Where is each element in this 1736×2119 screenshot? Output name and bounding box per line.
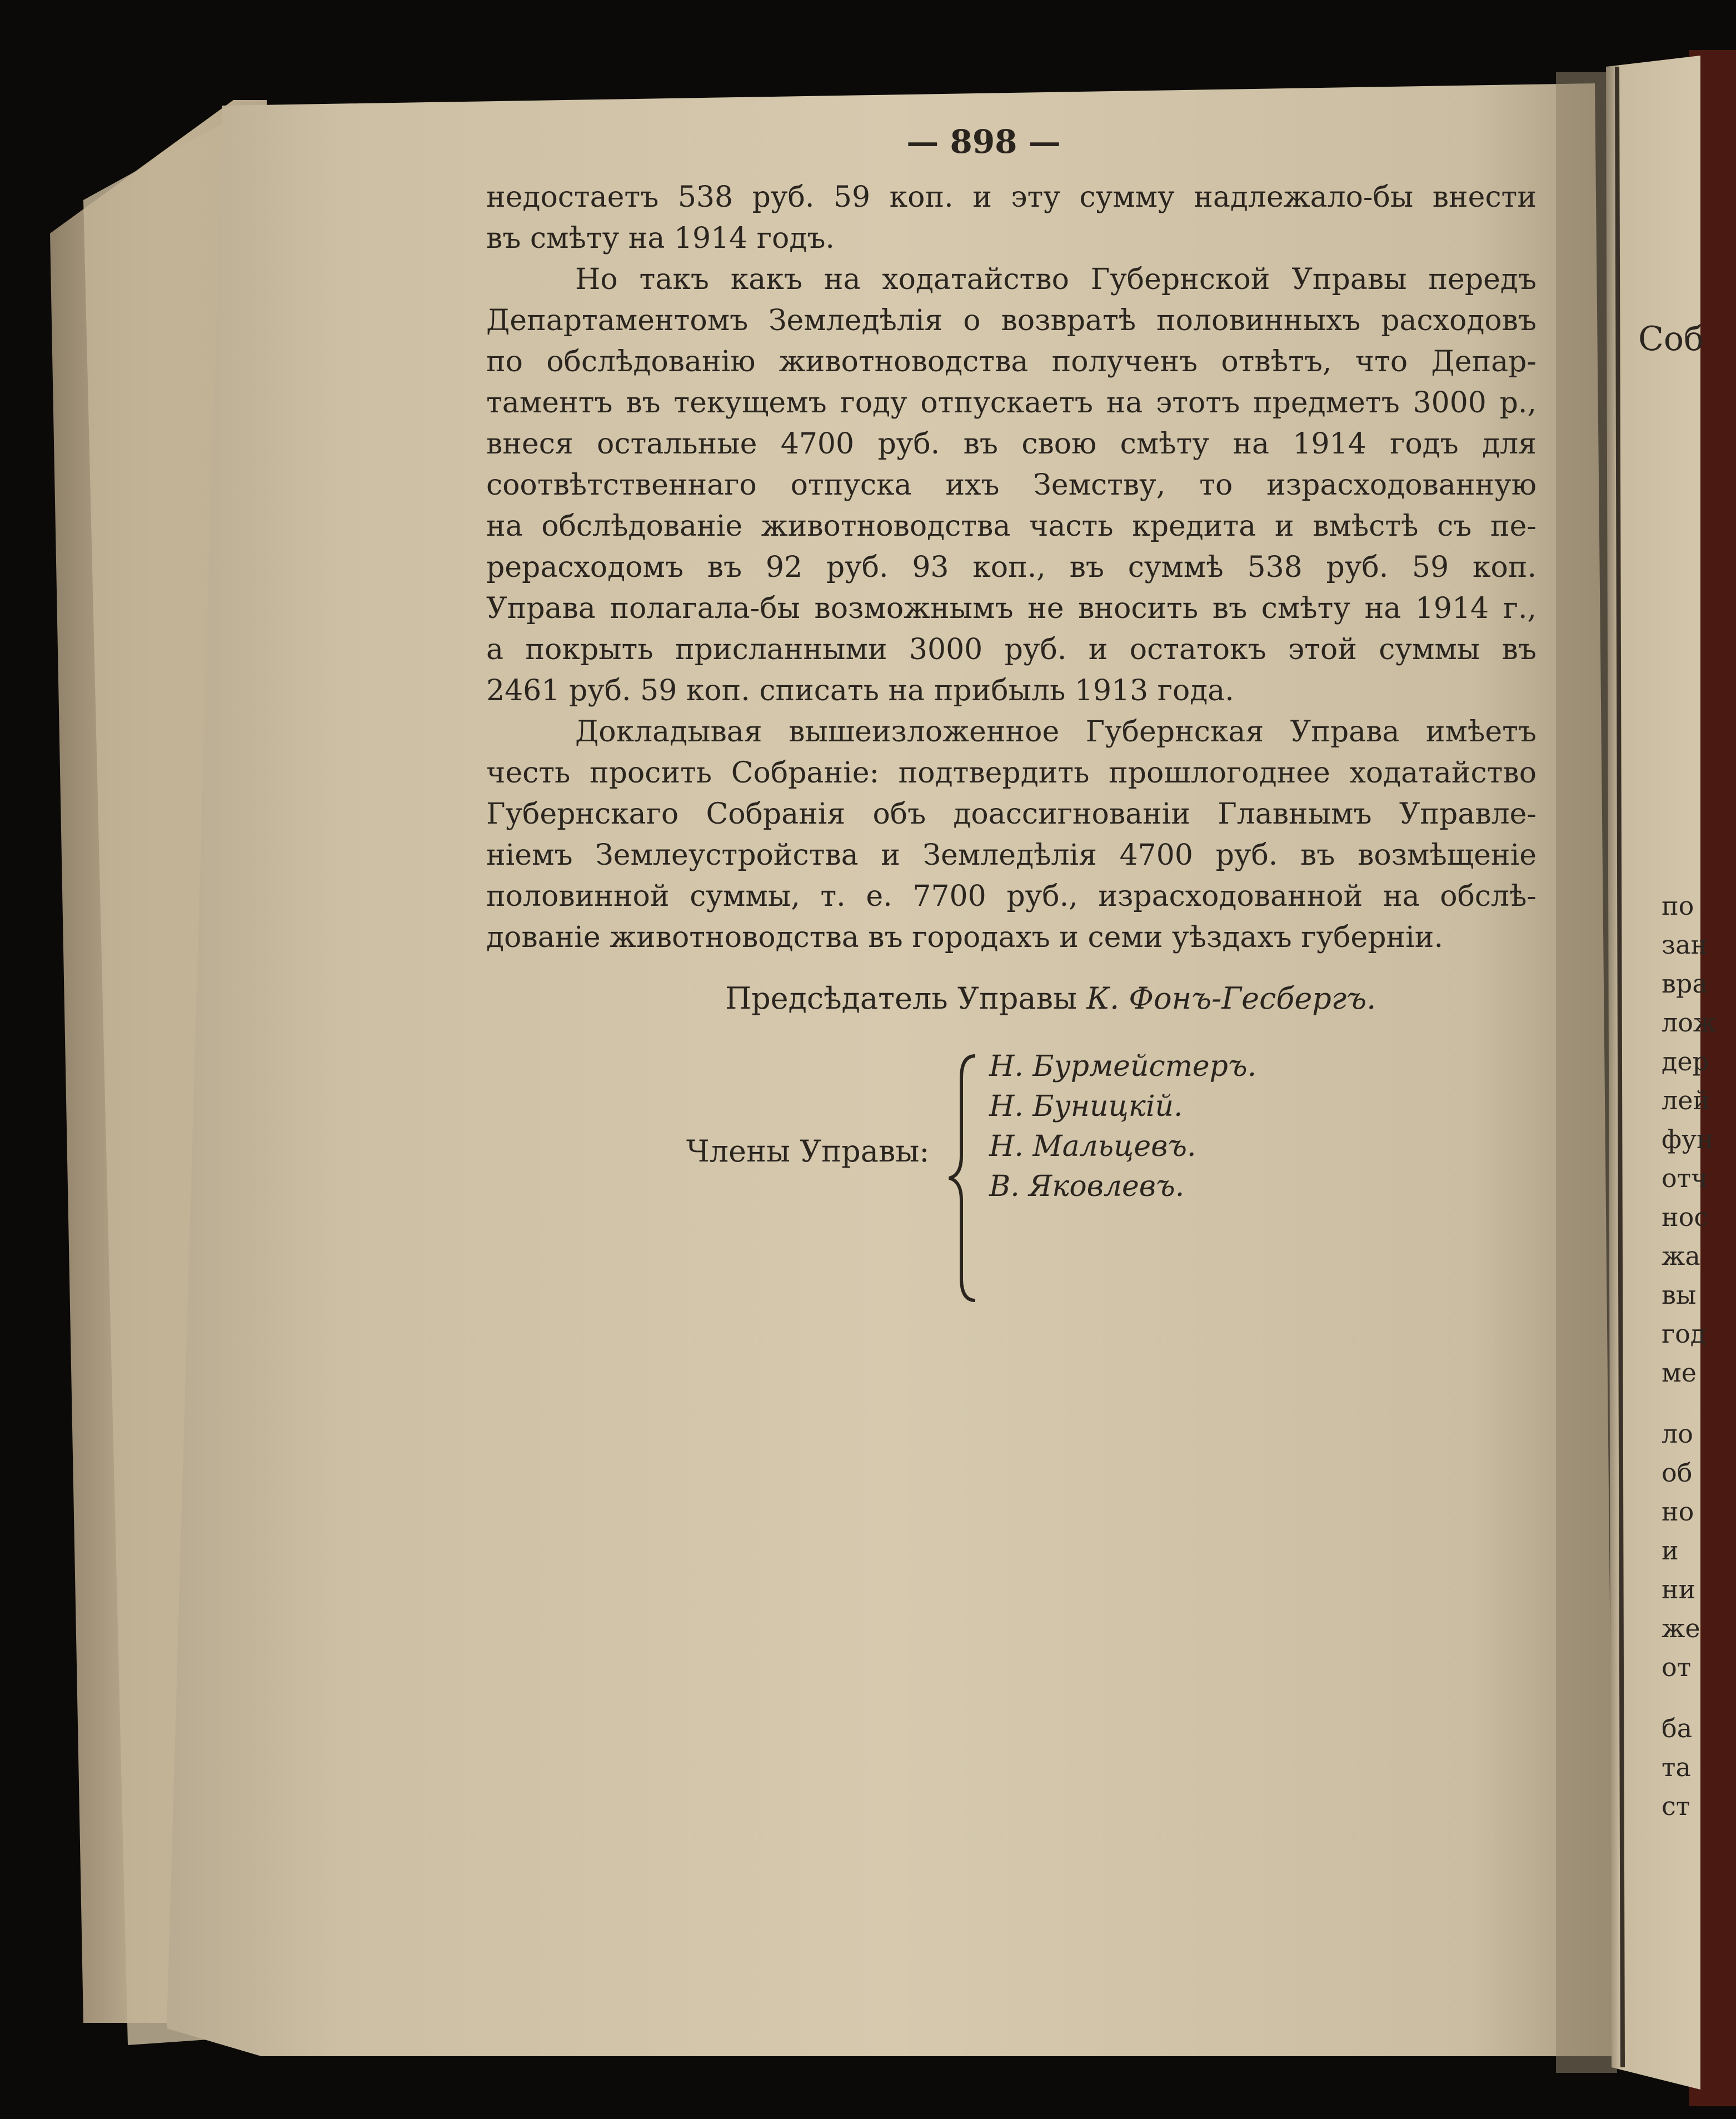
facing-page-line: вы — [1662, 1280, 1697, 1310]
facing-page-line: ба — [1662, 1713, 1693, 1743]
facing-page-line: лей — [1662, 1085, 1710, 1115]
text-line: Управа полагала-бы возможнымъ не вносить въ смѣту на 1914 г., — [486, 592, 1537, 625]
text-line: честь просить Собраніе: подтвердить прошлогоднее ходатайство — [486, 756, 1537, 790]
facing-page-line: по — [1662, 891, 1694, 921]
facing-page-line: год — [1662, 1319, 1707, 1349]
facing-page-line: и — [1662, 1535, 1679, 1565]
chairman-signature — [725, 978, 1376, 1019]
facing-page-line: ст — [1662, 1791, 1690, 1821]
member-name: Н. Бурмейстеръ. — [989, 1050, 1257, 1083]
member-name: В. Яковлевъ. — [989, 1170, 1185, 1203]
page-number: — 898 — — [906, 123, 1061, 161]
text-line: 2461 руб. 59 коп. списать на прибыль 1913 года. — [486, 674, 1234, 707]
text-line: половинной суммы, т. е. 7700 руб., израсходованной на обслѣ- — [486, 880, 1537, 913]
text-line: а покрыть присланными 3000 руб. и остатокъ этой суммы въ — [486, 633, 1537, 666]
text-line: Но такъ какъ на ходатайство Губернской Управы передъ — [575, 263, 1537, 296]
facing-page-line: нос — [1662, 1202, 1709, 1232]
members-label: Члены Управы: — [686, 1134, 930, 1169]
facing-page-line: но — [1662, 1497, 1694, 1527]
facing-page-line: ме — [1662, 1358, 1697, 1388]
member-name: Н. Мальцевъ. — [989, 1130, 1196, 1163]
facing-page-line: жа — [1662, 1241, 1700, 1271]
facing-page-line: та — [1662, 1752, 1691, 1782]
text-line: на обслѣдованіе животноводства часть кредита и вмѣстѣ съ пе- — [486, 510, 1537, 543]
facing-page-heading: Соб — [1638, 320, 1704, 358]
chairman-name: К. Фонъ-Гесбергъ. — [1086, 981, 1376, 1016]
text-line: по обслѣдованію животноводства полученъ отвѣтъ, что Депар- — [486, 345, 1537, 378]
facing-page-line: же — [1662, 1613, 1700, 1643]
text-line: соотвѣтственнаго отпуска ихъ Земству, то израсходованную — [486, 468, 1537, 502]
member-name: Н. Буницкій. — [989, 1090, 1183, 1123]
text-line: рерасходомъ въ 92 руб. 93 коп., въ суммѣ 538 руб. 59 коп. — [486, 551, 1537, 584]
facing-page-line: ло — [1662, 1419, 1693, 1449]
facing-page-line: зан — [1662, 930, 1708, 960]
facing-page-line: вра — [1662, 969, 1708, 999]
facing-page-line: от — [1662, 1652, 1692, 1682]
facing-page-line: об — [1662, 1458, 1693, 1488]
facing-page-line: ни — [1662, 1574, 1696, 1604]
text-line: внеся остальные 4700 руб. въ свою смѣту на 1914 годъ для — [486, 427, 1537, 461]
text-line: Департаментомъ Земледѣлія о возвратѣ половинныхъ расходовъ — [486, 304, 1537, 337]
text-line: въ смѣту на 1914 годъ. — [486, 222, 835, 255]
text-line: Губернскаго Собранія объ доассигнованіи Главнымъ Управле- — [486, 797, 1537, 831]
text-line: таментъ въ текущемъ году отпускаетъ на этотъ предметъ 3000 р., — [486, 386, 1537, 420]
members-brace — [945, 1045, 984, 1312]
facing-page-line: отч — [1662, 1163, 1708, 1193]
text-line: Докладывая вышеизложенное Губернская Управа имѣетъ — [575, 715, 1537, 749]
text-line: недостаетъ 538 руб. 59 коп. и эту сумму надлежало-бы внести — [486, 181, 1537, 214]
text-line: ніемъ Землеустройства и Земледѣлія 4700 руб. въ возмѣщеніе — [486, 839, 1537, 872]
facing-page-line: фун — [1662, 1124, 1714, 1154]
text-line: дованіе животноводства въ городахъ и семи уѣздахъ губерніи. — [486, 921, 1443, 954]
facing-page-line: лож — [1662, 1008, 1717, 1038]
facing-page-line: дер — [1662, 1046, 1709, 1076]
chairman-label: Предсѣдатель Управы — [725, 981, 1077, 1016]
